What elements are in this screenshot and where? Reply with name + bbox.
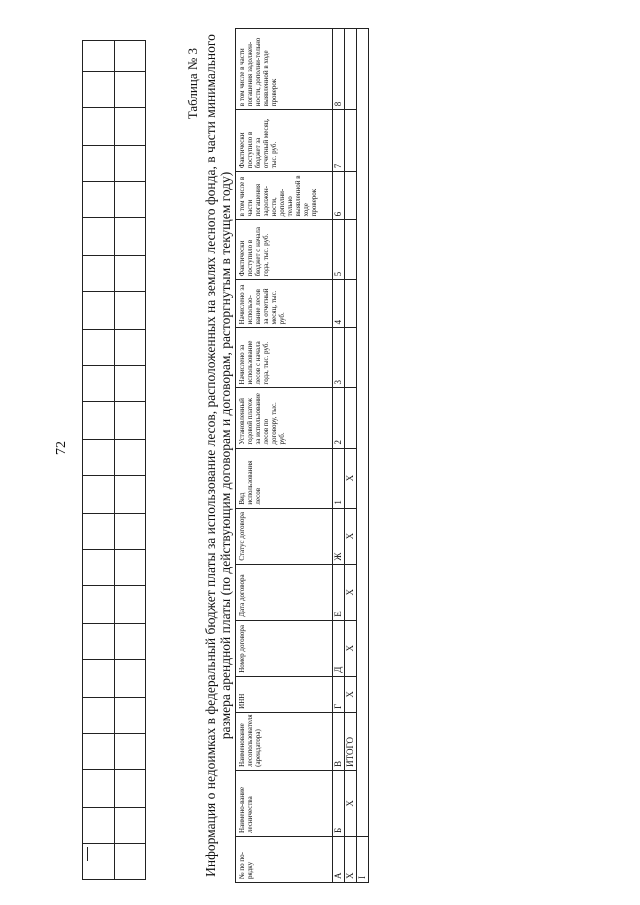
col-header: Номер договора	[236, 620, 333, 676]
table-number: Таблица № 3	[185, 48, 200, 120]
table-cell: 6	[333, 172, 345, 220]
table-cell: Х	[345, 836, 357, 882]
header-row	[236, 29, 333, 883]
col-header: Вид использования лесов	[236, 448, 333, 508]
col-header: Фактически поступило в бюджет с начала года, тыс. руб.	[236, 220, 333, 280]
table-cell: А	[333, 836, 345, 882]
table-cell: 5	[333, 220, 345, 280]
table-cell: 1	[333, 448, 345, 508]
debt-table	[235, 28, 369, 883]
table-cell: 3	[333, 328, 345, 388]
table-cell	[345, 110, 357, 172]
table-cell: Б	[333, 770, 345, 836]
col-header: № по по-рядку	[236, 836, 333, 882]
page-number: 72	[54, 441, 69, 455]
table-cell: Е	[333, 564, 345, 620]
table-cell: Х	[345, 564, 357, 620]
table-cell	[345, 220, 357, 280]
table-cell: Х	[345, 508, 357, 564]
table-cell: ИТОГО	[345, 712, 357, 770]
total-row	[345, 29, 357, 883]
table-cell	[345, 172, 357, 220]
left-stub-grid	[82, 40, 146, 880]
col-header: ИНН	[236, 676, 333, 712]
table-cell	[345, 388, 357, 448]
table-cell	[345, 29, 357, 110]
table-cell: Х	[345, 620, 357, 676]
mark-row	[357, 29, 369, 883]
table-cell: Х	[345, 676, 357, 712]
rotated-table-page	[185, 28, 545, 883]
col-header: в том числе в части погашения задолжен-ности, дополни-тельно выявленной в ходе проверок	[236, 29, 333, 110]
table-cell: Ж	[333, 508, 345, 564]
table-cell: Х	[345, 448, 357, 508]
col-header: Наимено-вание лесничества	[236, 770, 333, 836]
table-cell	[357, 29, 369, 837]
col-header: Наименование лесопользователя (арендатора)	[236, 712, 333, 770]
col-header: Установленный годовой платеж за использование лесов по договору, тыс. руб.	[236, 388, 333, 448]
table-cell: I	[357, 836, 369, 882]
table-cell: В	[333, 712, 345, 770]
col-header: Фактически поступило в бюджет за отчетный месяц, тыс. руб.	[236, 110, 333, 172]
stub-mark	[87, 847, 88, 861]
col-header: в том числе в части погашения задолжен-ности, дополни-тельно выявленной в ходе проверок	[236, 172, 333, 220]
table-cell: Д	[333, 620, 345, 676]
table-cell: 2	[333, 388, 345, 448]
table-cell: 7	[333, 110, 345, 172]
table-title: Информация о недоимках в федеральный бюджет платы за использование лесов, расположенных на землях лесного фонда, в части минимального размера арендной платы (по действующим договорам и договорам, расторгнутым в текущем году)	[203, 34, 233, 877]
col-header: Начислено за использо-вание лесов за отчетный месяц, тыс. руб.	[236, 280, 333, 328]
table-cell: Г	[333, 676, 345, 712]
table-cell: Х	[345, 770, 357, 836]
table-cell: 8	[333, 29, 345, 110]
col-header: Начислено за использование лесов с начала года, тыс. руб.	[236, 328, 333, 388]
col-header: Дата договора	[236, 564, 333, 620]
table-cell: 4	[333, 280, 345, 328]
numbering-row	[333, 29, 345, 883]
table-cell	[345, 280, 357, 328]
col-header: Статус договора	[236, 508, 333, 564]
table-cell	[345, 328, 357, 388]
